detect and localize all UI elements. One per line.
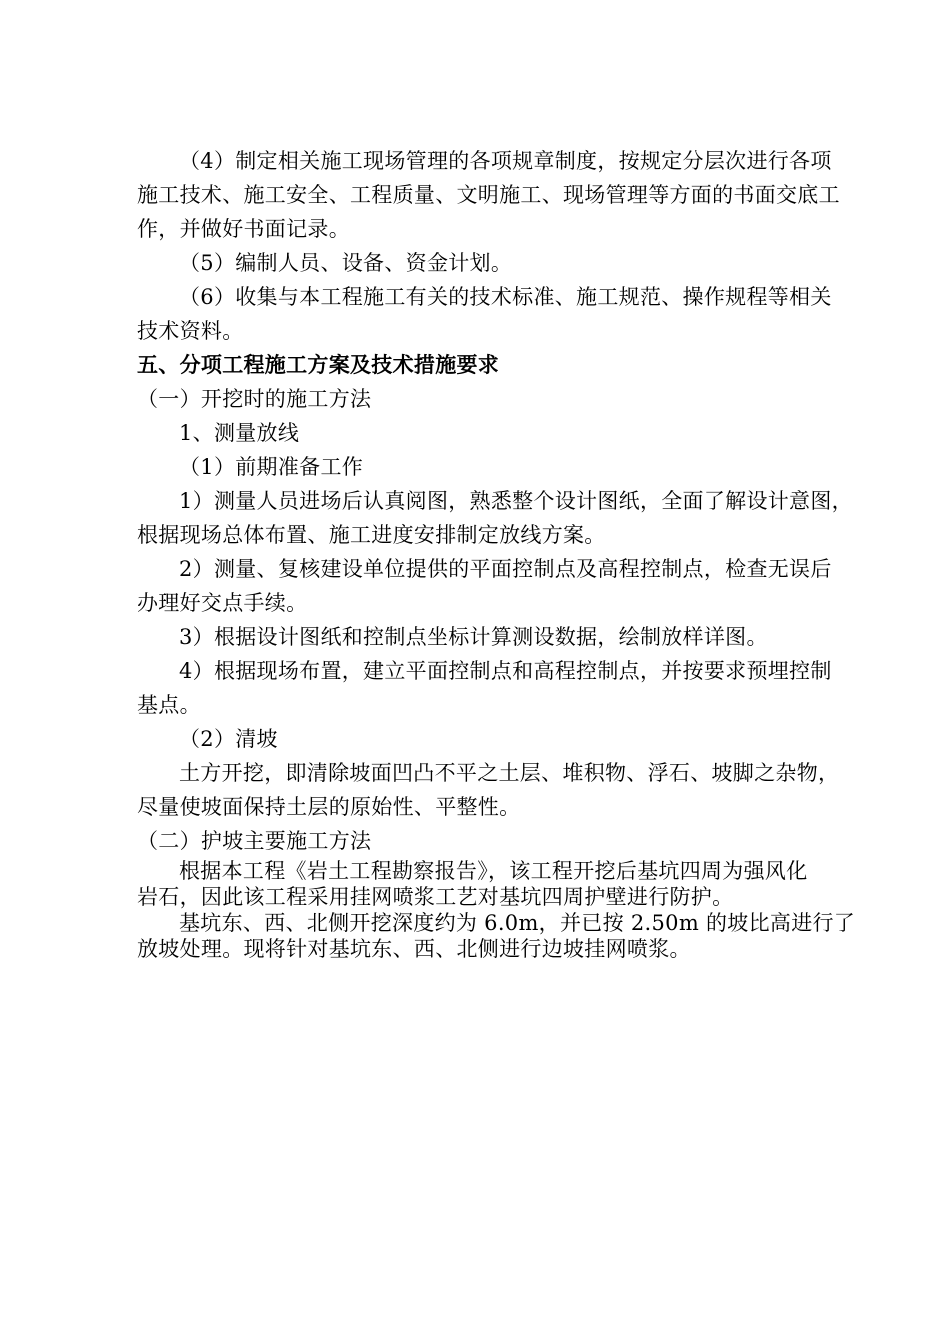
step-4-line-2: 基点。: [137, 693, 201, 717]
subsection-heading-two: （二）护坡主要施工方法: [137, 829, 372, 853]
step-1-line-2: 根据现场总体布置、施工进度安排制定放线方案。: [137, 523, 606, 547]
paragraph-item-6-line-2: 技术资料。: [137, 319, 244, 343]
protection-para-2-line-2: 放坡处理。现将针对基坑东、西、北侧进行边坡挂网喷浆。: [137, 937, 691, 961]
paragraph-item-6-line-1: （6）收集与本工程施工有关的技术标准、施工规范、操作规程等相关: [179, 285, 832, 309]
slope-protection-paragraphs: [137, 858, 856, 962]
item-heading-survey: 1、测量放线: [179, 421, 300, 445]
slope-clearing-line-1: 土方开挖，即清除坡面凹凸不平之土层、堆积物、浮石、坡脚之杂物，: [179, 761, 840, 785]
protection-para-1-line-1: 根据本工程《岩土工程勘察报告》，该工程开挖后基坑四周为强风化: [179, 859, 808, 883]
slope-clearing-line-2: 尽量使坡面保持土层的原始性、平整性。: [137, 795, 521, 819]
paragraph-item-5: （5）编制人员、设备、资金计划。: [179, 251, 513, 275]
section-heading-five: 五、分项工程施工方案及技术措施要求: [137, 352, 500, 377]
step-2-line-2: 办理好交点手续。: [137, 591, 308, 615]
step-3: 3）根据设计图纸和控制点坐标计算测设数据，绘制放样详图。: [179, 625, 768, 649]
document-body: [137, 144, 856, 962]
paragraph-item-4-line-3: 作，并做好书面记录。: [137, 217, 350, 241]
protection-para-1-line-2: 岩石，因此该工程采用挂网喷浆工艺对基坑四周护壁进行防护。: [137, 885, 734, 909]
item-heading-slope-clearing: （2）清坡: [179, 727, 278, 751]
paragraph-item-4-line-2: 施工技术、施工安全、工程质量、文明施工、现场管理等方面的书面交底工: [137, 183, 840, 207]
step-1-line-1: 1）测量人员进场后认真阅图，熟悉整个设计图纸，全面了解设计意图，: [179, 489, 853, 513]
subsection-heading-one: （一）开挖时的施工方法: [137, 387, 372, 411]
step-4-line-1: 4）根据现场布置，建立平面控制点和高程控制点，并按要求预埋控制: [179, 659, 832, 683]
step-2-line-1: 2）测量、复核建设单位提供的平面控制点及高程控制点，检查无误后: [179, 557, 832, 581]
item-heading-preparation: （1）前期准备工作: [179, 455, 364, 479]
paragraph-item-4-line-1: （4）制定相关施工现场管理的各项规章制度，按规定分层次进行各项: [179, 149, 832, 173]
protection-para-2-line-1: 基坑东、西、北侧开挖深度约为 6.0m，并已按 2.50m 的坡比高进行了: [179, 911, 856, 935]
